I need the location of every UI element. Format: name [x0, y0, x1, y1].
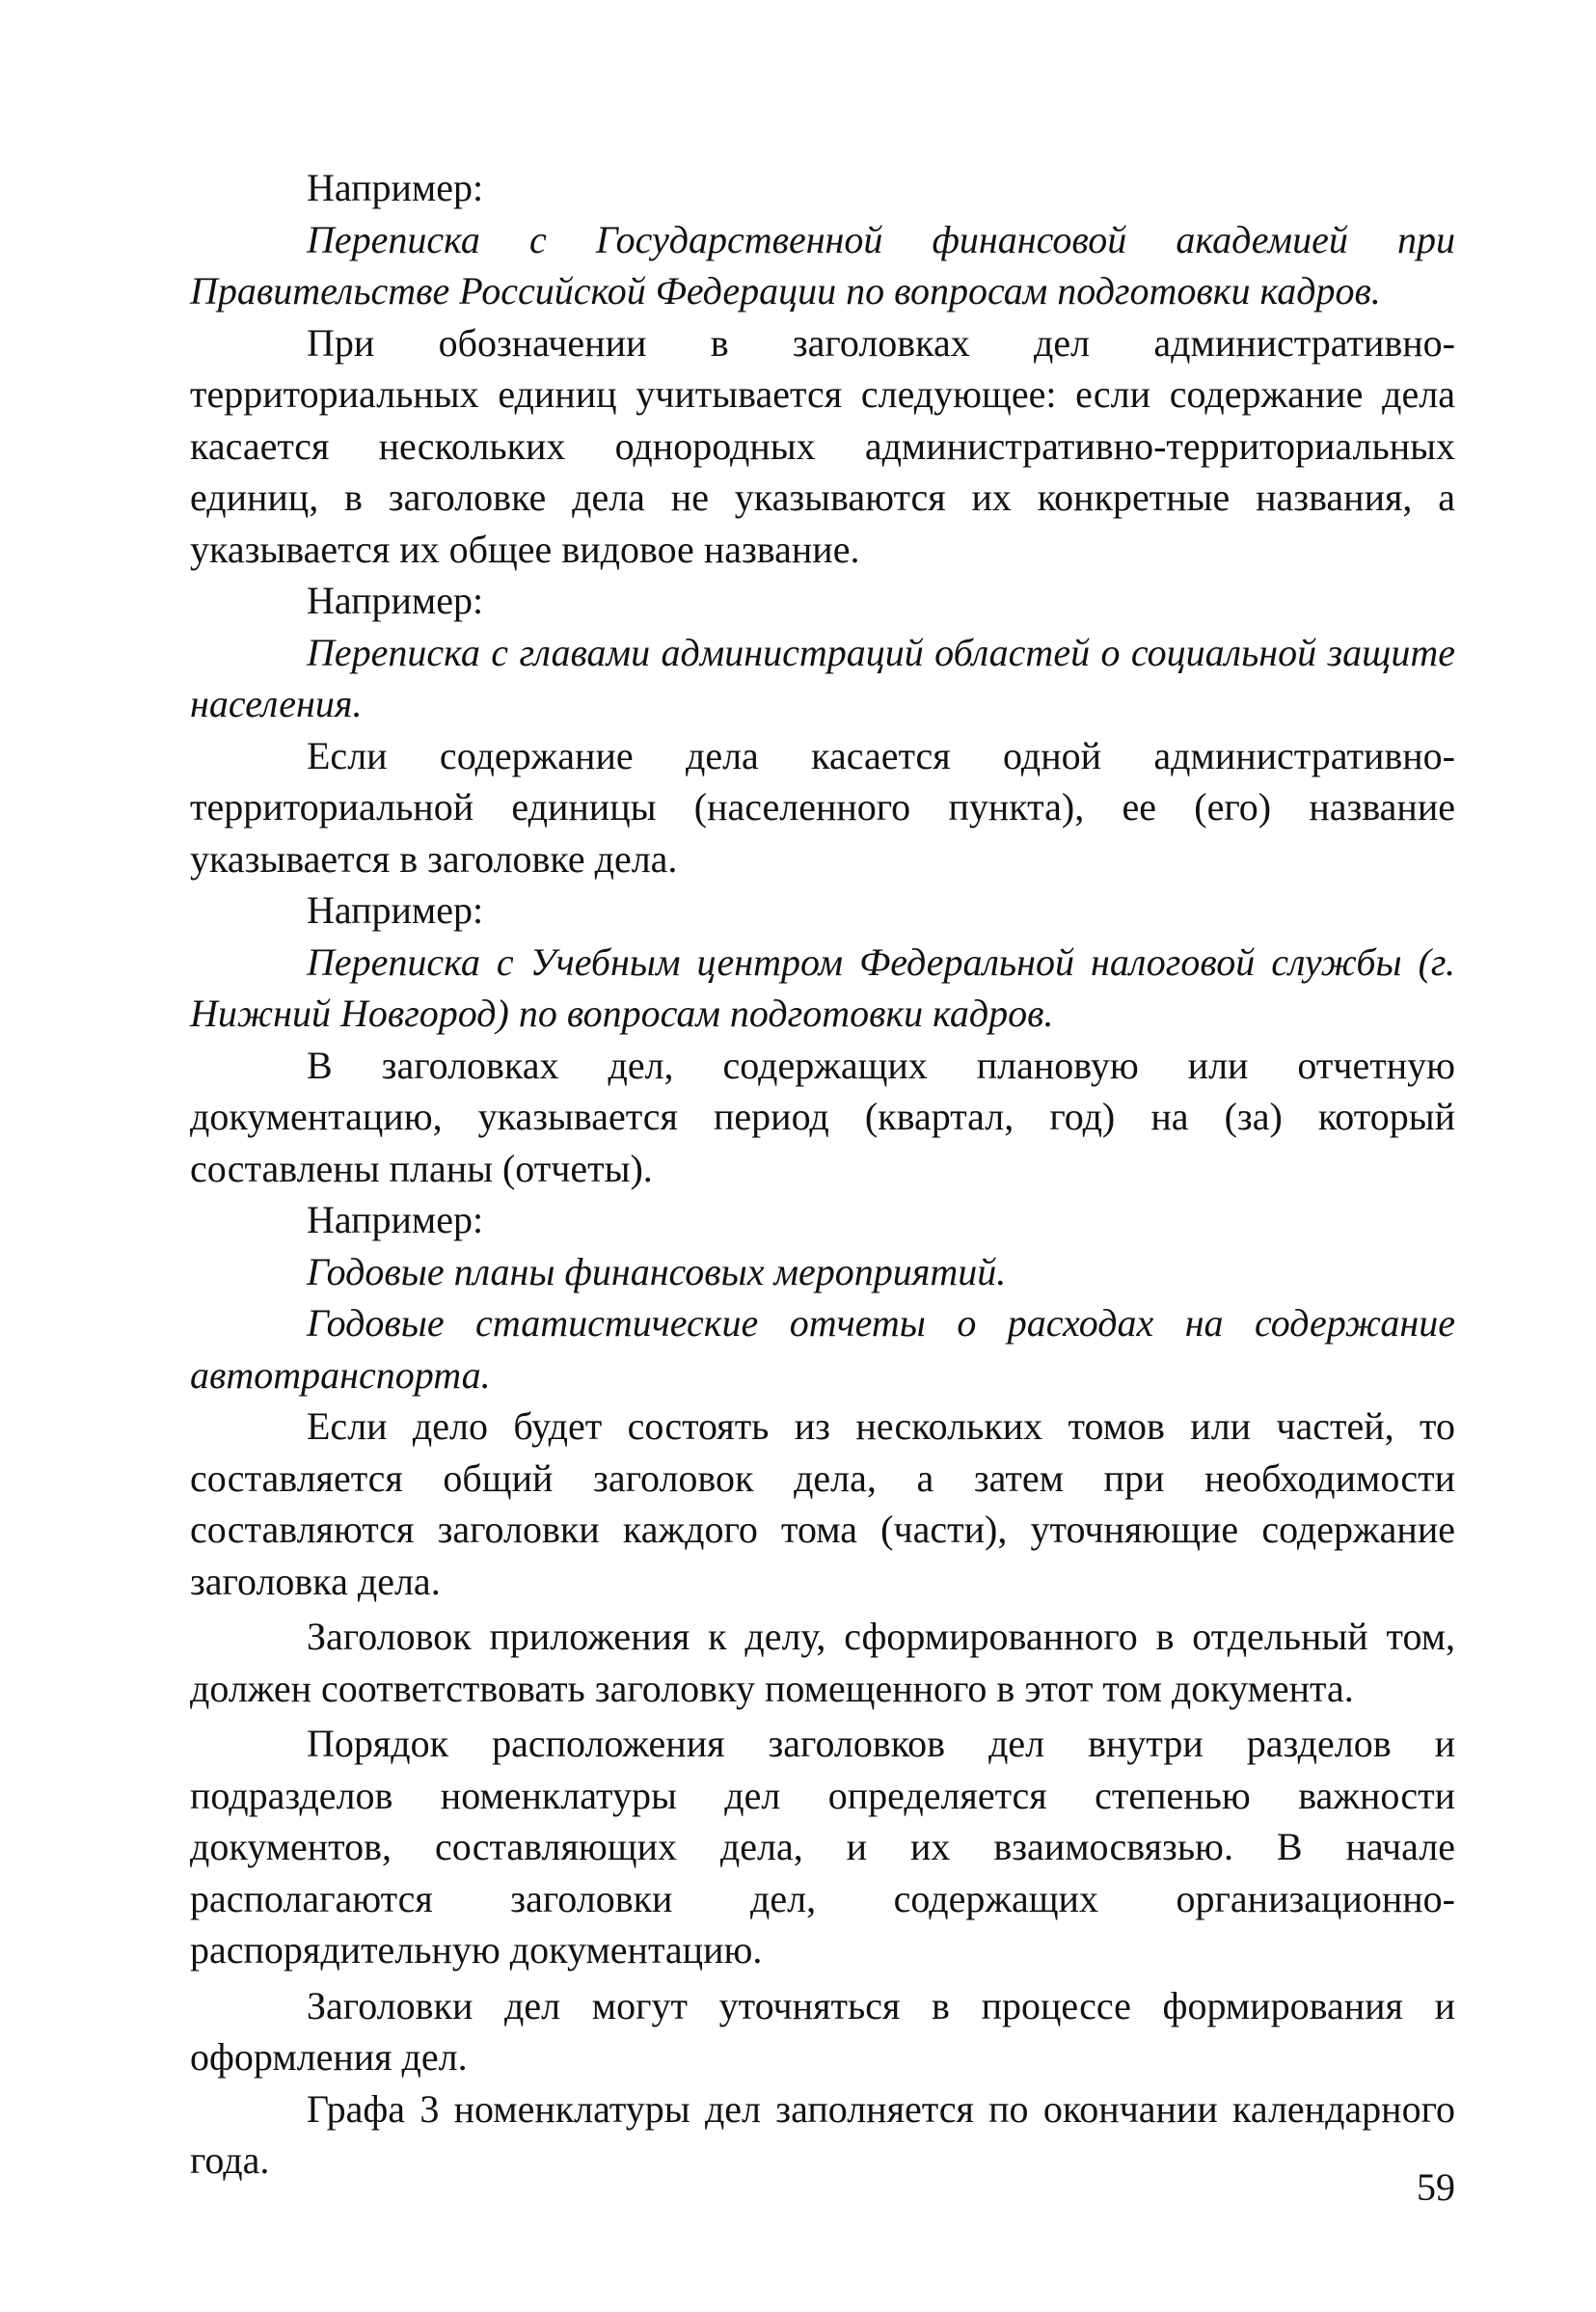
paragraph: Если дело будет состоять из нескольких томов или частей, то составляется общий заголовок дела, а затем при необходимости составляются заголовки каждого тома (части), уточняющие содержание заголовка дела.: [190, 1404, 1455, 1603]
paragraph-example-label: Например:: [307, 166, 484, 209]
paragraph-example-label: Например:: [307, 1198, 484, 1241]
paragraph: В заголовках дел, содержащих плановую или отчетную документацию, указывается период (квартал, год) на (за) который составлены планы (отчеты).: [190, 1043, 1455, 1190]
paragraph: Порядок расположения заголовков дел внутри разделов и подразделов номенклатуры дел определяется степенью важности документов, составляющих дела, и их взаимосвязью. В начале располагаются заголовки дел, содержащих организационно-распорядительную документацию.: [190, 1722, 1455, 1972]
paragraph: Графа 3 номенклатуры дел заполняется по окончании календарного года.: [190, 2086, 1455, 2182]
paragraph-example-label: Например:: [307, 888, 484, 932]
page-text: [190, 162, 1455, 2187]
paragraph-example: Переписка с Учебным центром Федеральной налоговой службы (г. Нижний Новгород) по вопросам подготовки кадров.: [190, 939, 1455, 1035]
page-number: 59: [1417, 2165, 1455, 2209]
paragraph-example-label: Например:: [307, 579, 484, 622]
paragraph: При обозначении в заголовках дел административно-территориальных единиц учитывается следующее: если содержание дела касается нескольких однородных административно-территориальных единиц, в заголовке дела не указываются их конкретные названия, а указывается их общее видовое название.: [190, 320, 1455, 571]
paragraph-example: Годовые статистические отчеты о расходах на содержание автотранспорта.: [190, 1301, 1455, 1397]
paragraph-example: Переписка с Государственной финансовой академией при Правительстве Российской Федерации по вопросам подготовки кадров.: [190, 217, 1455, 313]
paragraph-example: Годовые планы финансовых мероприятий.: [307, 1249, 1007, 1293]
paragraph: Заголовок приложения к делу, сформированного в отдельный том, должен соответствовать заголовку помещенного в этот том документа.: [190, 1615, 1455, 1710]
paragraph: Если содержание дела касается одной административно-территориальной единицы (населенного пункта), ее (его) название указывается в заголовке дела.: [190, 733, 1455, 881]
paragraph-example: Переписка с главами администраций областей о социальной защите населения.: [190, 630, 1455, 725]
paragraph: Заголовки дел могут уточняться в процессе формирования и оформления дел.: [190, 1983, 1455, 2079]
